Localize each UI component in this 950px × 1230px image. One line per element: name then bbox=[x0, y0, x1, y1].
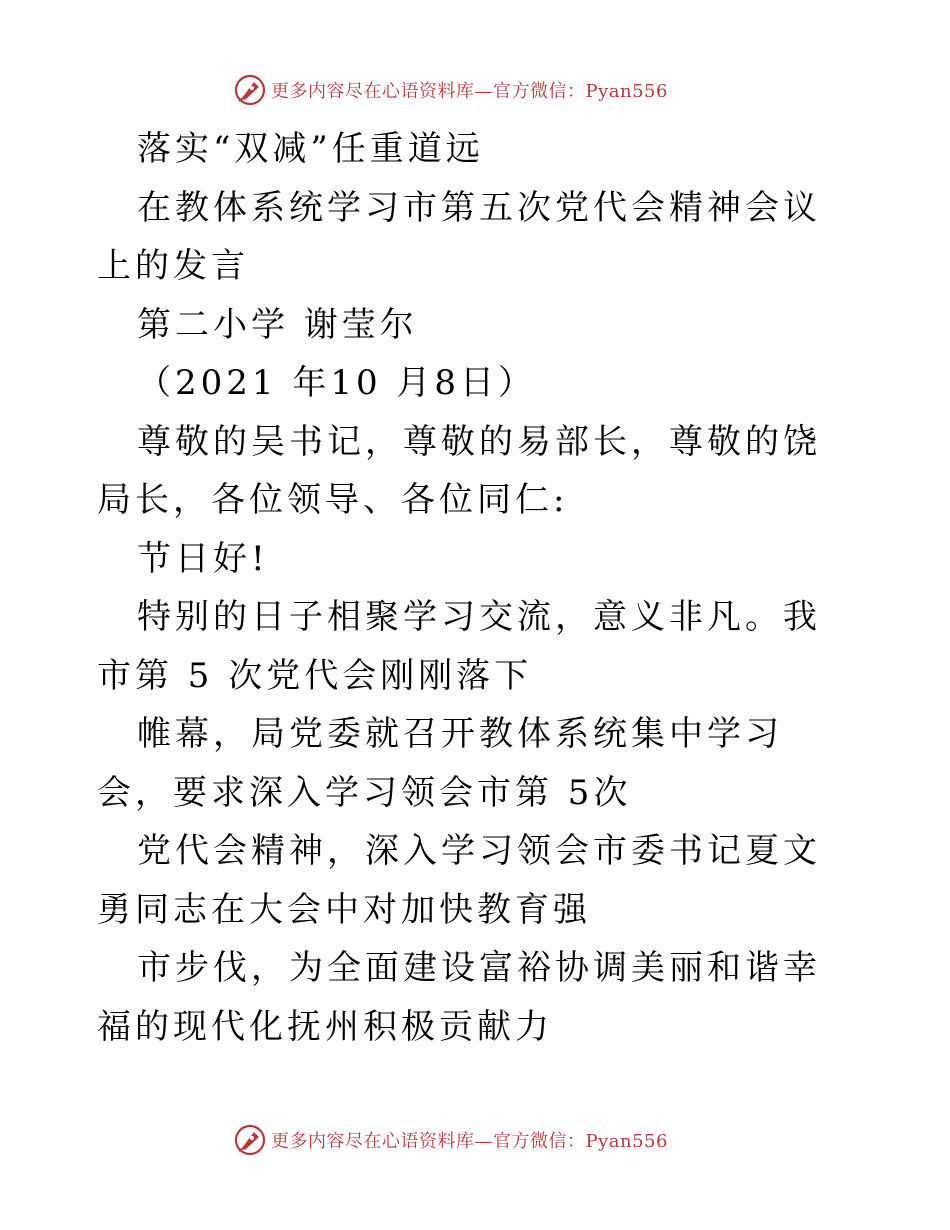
pen-nib-logo bbox=[233, 1123, 267, 1157]
header-watermark bbox=[233, 72, 668, 108]
document-salutation: 尊敬的吴书记，尊敬的易部长，尊敬的饶局长，各位领导、各位同仁: bbox=[97, 421, 821, 520]
pen-nib-logo bbox=[233, 73, 267, 107]
footer-watermark bbox=[233, 1122, 668, 1158]
document-title: 落实“双减”任重道远 bbox=[137, 129, 484, 169]
document-paragraph: 党代会精神，深入学习领会市委书记夏文勇同志在大会中对加快教育强 bbox=[97, 831, 821, 930]
document-paragraph: 市步伐，为全面建设富裕协调美丽和谐幸福的现代化抚州积极贡献力 bbox=[97, 948, 821, 1047]
document-greeting: 节日好! bbox=[137, 538, 269, 579]
document-subtitle: 在教体系统学习市第五次党代会精神会议上的发言 bbox=[97, 187, 821, 286]
watermark-text: 更多内容尽在心语资料库—官方微信：Pyan556 bbox=[271, 1131, 668, 1152]
document-author: 第二小学 谢莹尔 bbox=[137, 304, 418, 345]
document-paragraph: 帷幕，局党委就召开教体系统集中学习会，要求深入学习领会市第 5次 bbox=[97, 714, 783, 813]
watermark-text: 更多内容尽在心语资料库—官方微信：Pyan556 bbox=[271, 81, 668, 102]
document-body bbox=[97, 120, 857, 1056]
document-paragraph: 特别的日子相聚学习交流，意义非凡。我市第 5 次党代会刚刚落下 bbox=[97, 597, 821, 696]
document-date: （2021 年10 月8日） bbox=[137, 363, 537, 403]
